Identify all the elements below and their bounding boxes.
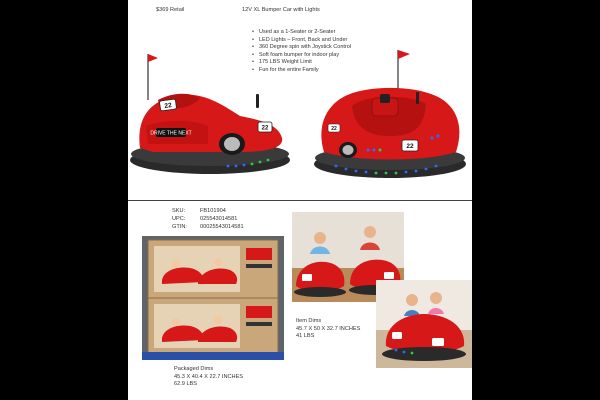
packaged-dims (174, 366, 243, 389)
packaged-dims-size: 45.3 X 40.4 X 22.7 INCHES (174, 373, 244, 380)
item-dims-size: 45.7 X 50 X 32.7 INCHES (296, 325, 361, 332)
gtin-row (172, 223, 244, 231)
gtin-label: GTIN: (172, 224, 187, 230)
packaged-boxes-photo (142, 236, 284, 360)
sku-value: FB101904 (200, 208, 226, 214)
section-divider (128, 200, 472, 201)
feature-item: • Soft foam bumper for indoor play (252, 52, 351, 60)
car-number-label: 22 (261, 125, 269, 132)
product-title: 12V XL Bumper Car with Lights (242, 7, 320, 13)
svg-text:DRIVE THE NEXT: DRIVE THE NEXT (150, 130, 192, 137)
car-number-label: 22 (331, 126, 337, 132)
feature-item: • 360 Degree spin with Joystick Control (252, 44, 351, 52)
feature-item: • Fun for the entire Family (252, 67, 351, 75)
bumper-car-front-view (306, 44, 472, 188)
car-number-label: 22 (406, 143, 414, 150)
bumper-car-side-view (128, 48, 292, 188)
product-codes (172, 207, 244, 231)
item-dims (296, 318, 360, 341)
car-number-label: 22 (164, 102, 173, 110)
upc-label: UPC: (172, 216, 186, 222)
product-sheet (128, 0, 472, 400)
gtin-value: 00025543014581 (200, 224, 244, 230)
feature-item: • Used as a 1-Seater or 2-Seater (252, 29, 351, 37)
kids-bumper-car-photo (376, 280, 472, 368)
upc-row (172, 215, 244, 223)
sku-label: SKU: (172, 208, 186, 214)
packaged-dims-weight: 62.9 LBS (174, 381, 198, 388)
flag-icon (148, 54, 158, 62)
item-dims-heading: Item Dims (296, 318, 322, 324)
sku-row (172, 207, 244, 215)
item-dims-weight: 41 LBS (296, 333, 315, 340)
feature-item: • LED Lights – Front, Back and Under (252, 37, 351, 45)
upc-value: 025543014581 (200, 216, 238, 222)
retail-price: $369 Retail (156, 7, 185, 13)
packaged-dims-heading: Packaged Dims (174, 366, 214, 372)
feature-item: • 175 LBS Weight Limit (252, 59, 351, 67)
flag-icon (398, 50, 410, 59)
